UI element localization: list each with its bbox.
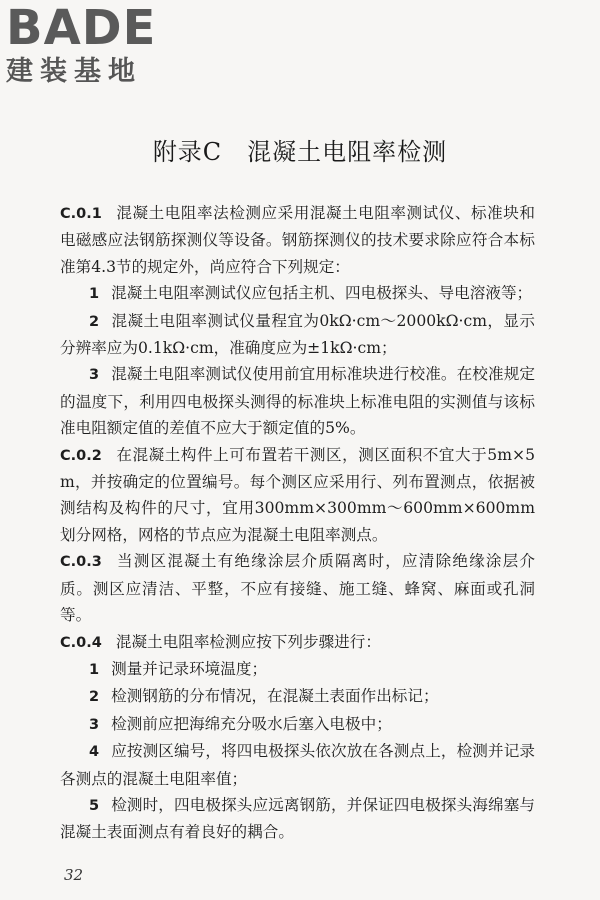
step-1	[60, 656, 535, 683]
clause-text: 混凝土电阻率法检测应采用混凝土电阻率测试仪、标准块和电磁感应法钢筋探测仪等设备。钢筋探测仪的技术要求除应符合本标准第4.3节的规定外，尚应符合下列规定：	[60, 204, 535, 276]
clause-number: C.0.1	[60, 206, 102, 222]
clause-c04	[60, 629, 535, 656]
step-text: 检测前应把海绵充分吸水后塞入电极中；	[111, 714, 392, 733]
step-5	[60, 792, 535, 846]
step-text: 检测钢筋的分布情况，在混凝土表面作出标记；	[111, 687, 439, 706]
step-text: 检测时，四电极探头应远离钢筋，并保证四电极探头海绵塞与混凝土表面测点有着良好的耦合。	[60, 795, 535, 842]
step-number: 2	[89, 689, 100, 706]
clause-number: C.0.4	[60, 634, 102, 651]
step-number: 4	[89, 744, 100, 761]
step-number: 3	[89, 716, 100, 733]
clause-text: 在混凝土构件上可布置若干测区，测区面积不宜大于5m×5m，并按确定的位置编号。每个测区应采用行、列布置测点，依据被测结构及构件的尺寸，宜用300mm×300mm～600mm×600mm划分网格，网格的节点应为混凝土电阻率测点。	[60, 445, 535, 544]
item-1	[60, 280, 535, 307]
clause-text: 当测区混凝土有绝缘涂层介质隔离时，应清除绝缘涂层介质。测区应清洁、平整，不应有接缝、施工缝、蜂窝、麻面或孔洞等。	[60, 552, 535, 625]
clause-c03	[60, 548, 535, 628]
clause-c01	[60, 200, 535, 280]
logo-subtitle: 建装基地	[6, 56, 142, 87]
step-3	[60, 711, 535, 738]
clause-c02	[60, 442, 535, 549]
step-text: 测量并记录环境温度；	[111, 659, 268, 678]
clause-text: 混凝土电阻率检测应按下列步骤进行：	[115, 632, 381, 651]
clause-number: C.0.3	[60, 554, 102, 571]
step-4	[60, 738, 535, 792]
item-text: 混凝土电阻率测试仪量程宜为0kΩ·cm～2000kΩ·cm，显示分辨率应为0.1kΩ·cm，准确度应为±1kΩ·cm；	[60, 311, 535, 358]
step-text: 应按测区编号，将四电极探头依次放在各测点上，检测并记录各测点的混凝土电阻率值；	[60, 742, 535, 788]
step-number: 5	[89, 797, 100, 814]
item-text: 混凝土电阻率测试仪使用前宜用标准块进行校准。在校准规定的温度下，利用四电极探头测得的标准块上标准电阻的实测值与该标准电阻额定值的差值不应大于额定值的5%。	[60, 365, 535, 438]
logo-wordmark: BADE	[6, 0, 157, 56]
appendix-title: 附录C 混凝土电阻率检测	[152, 138, 448, 166]
item-text: 混凝土电阻率测试仪应包括主机、四电极探头、导电溶液等；	[111, 284, 533, 303]
item-3	[60, 361, 535, 441]
step-number: 1	[89, 661, 100, 678]
document-body	[60, 200, 535, 846]
item-number: 1	[89, 286, 100, 303]
bade-logo	[6, 2, 176, 94]
page-number: 32	[64, 866, 84, 884]
step-2	[60, 683, 535, 710]
item-2	[60, 308, 535, 362]
clause-number: C.0.2	[60, 447, 102, 464]
item-number: 3	[89, 367, 100, 384]
item-number: 2	[89, 313, 100, 330]
